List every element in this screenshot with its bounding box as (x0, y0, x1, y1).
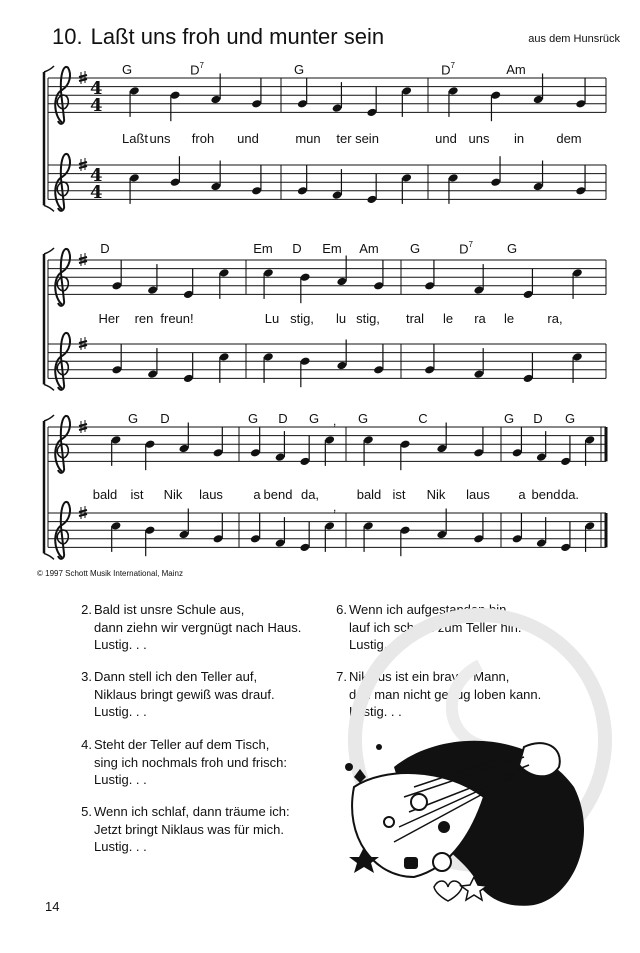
note-group (424, 344, 583, 383)
staff-lower (48, 165, 606, 199)
chord-symbol: G (506, 241, 518, 256)
lyric-syllable: bald (356, 487, 382, 502)
chord-symbol: D (533, 411, 543, 426)
lyric-syllable: ter (336, 131, 352, 146)
chord-symbol: G (357, 411, 369, 426)
note-group (250, 513, 335, 552)
chord-symbol: G (409, 241, 421, 256)
lyric-syllable: laus (199, 487, 223, 502)
chord-symbol: Am (359, 241, 379, 256)
lyric-syllable: ra (474, 311, 486, 326)
chord-symbol: G (564, 411, 576, 426)
lyric-syllable: stig, (356, 311, 380, 326)
note-group (424, 260, 583, 299)
lyric-syllable: und (237, 131, 259, 146)
nikolaus-sack-illustration (334, 727, 584, 907)
lyric-syllable: laus (466, 487, 490, 502)
lyric-syllable: a (253, 487, 261, 502)
note-group (363, 423, 484, 471)
lyric-syllable: uns (468, 131, 490, 146)
note-group (263, 256, 384, 304)
chord-symbol: G (293, 62, 305, 77)
lyric-syllable: stig, (290, 311, 314, 326)
song-number: 10. (52, 24, 83, 49)
lyric-syllable: Laßt (121, 131, 149, 146)
lyric-syllable: mun (295, 131, 321, 146)
chord-symbol: G (121, 62, 133, 77)
lyric-syllable: le (442, 311, 454, 326)
lyric-syllable: in (513, 131, 525, 146)
chord-symbol: G (308, 411, 320, 426)
lyric-syllable: bald (92, 487, 118, 502)
chord-symbol: Am (506, 62, 526, 77)
chord-symbol: G (247, 411, 259, 426)
note-group (129, 156, 262, 204)
note-group (129, 74, 262, 122)
song-title-text: Laßt uns froh und munter sein (90, 24, 385, 49)
lyric-syllable: ist (130, 487, 144, 502)
note-group (363, 509, 484, 557)
chord-symbol: $D^7$ (459, 240, 473, 257)
chord-symbol: Em (322, 241, 342, 256)
note-group (448, 156, 586, 204)
chord-symbol: G (503, 411, 515, 426)
chord-symbol: Em (253, 241, 273, 256)
lyric-syllable: a (518, 487, 526, 502)
song-origin: aus dem Hunsrück (528, 33, 620, 45)
verse-6: 6. Wenn ich aufgestanden bin, lauf ich schnell zum Teller hin. Lustig. . . (336, 602, 522, 652)
lyric-syllable: ist (392, 487, 406, 502)
lyric-syllable: Her (98, 311, 120, 326)
verse-2: 2. Bald ist unsre Schule aus, dann ziehn wir vergnügt nach Haus. Lustig. . . (81, 602, 302, 652)
verse-7: 7. Niklaus ist ein braver Mann, den man nicht genug loben kann. Lustig. . . (336, 669, 542, 719)
chord-symbol: G (127, 411, 139, 426)
chord-symbol: D (278, 411, 288, 426)
note-group (111, 509, 224, 557)
staff-upper (48, 427, 606, 461)
verse-3: 3. Dann stell ich den Teller auf, Niklaus bringt gewiß was drauf. Lustig. . . (81, 669, 275, 719)
staff-upper (48, 78, 606, 112)
lyric-syllable: bend (531, 487, 561, 502)
note-group (111, 344, 229, 383)
lyric-syllable: und (435, 131, 457, 146)
lyric-syllable: froh (191, 131, 215, 146)
svg-text:4: 4 (90, 165, 103, 186)
staff-lower (48, 513, 606, 547)
chord-symbol: $D^7$ (190, 61, 204, 78)
svg-text:4: 4 (90, 95, 103, 116)
lyric-syllable: da, (300, 487, 320, 502)
note-group (512, 427, 596, 466)
breath-mark: , (333, 500, 337, 514)
lyric-syllable: lu (335, 311, 347, 326)
svg-text:4: 4 (90, 182, 103, 203)
chord-symbol: D (100, 241, 110, 256)
note-group (512, 513, 596, 552)
lyric-syllable: le (503, 311, 515, 326)
lyric-syllable: ren (134, 311, 154, 326)
lyric-syllable: uns (149, 131, 171, 146)
lyric-syllable: Lu (264, 311, 280, 326)
note-group (297, 78, 412, 117)
note-group (111, 260, 229, 299)
time-signature (90, 78, 103, 116)
svg-text:4: 4 (90, 78, 103, 99)
verse-4: 4. Steht der Teller auf dem Tisch, sing ich nochmals froh und frisch: Lustig. . . (81, 737, 287, 787)
lyric-syllable: ra, (547, 311, 563, 326)
staff-lower (48, 344, 606, 378)
chord-symbol: C (418, 411, 428, 426)
lyric-syllable: da. (560, 487, 580, 502)
copyright-notice: © 1997 Schott Musik International, Mainz (37, 569, 183, 578)
note-group (263, 340, 384, 388)
lyric-syllable: freun! (160, 311, 194, 326)
note-group (297, 165, 412, 204)
note-group (111, 423, 224, 471)
chord-symbol: D (160, 411, 170, 426)
lyric-syllable: dem (556, 131, 582, 146)
lyric-syllable: tral (405, 311, 425, 326)
breath-mark: , (333, 414, 337, 428)
lyric-syllable: sein (355, 131, 379, 146)
lyric-syllable: Nik (426, 487, 446, 502)
lyric-syllable: Nik (163, 487, 183, 502)
note-group (250, 427, 335, 466)
staff-upper (48, 260, 606, 294)
time-signature (90, 165, 103, 203)
chord-symbol: $D^7$ (441, 61, 455, 78)
lyric-syllable: bend (263, 487, 293, 502)
chord-symbol: D (292, 241, 302, 256)
page-number: 14 (45, 899, 60, 914)
verse-5: 5. Wenn ich schlaf, dann träume ich: Jetzt bringt Niklaus was für mich. Lustig. . . (81, 804, 290, 854)
note-group (448, 74, 586, 122)
